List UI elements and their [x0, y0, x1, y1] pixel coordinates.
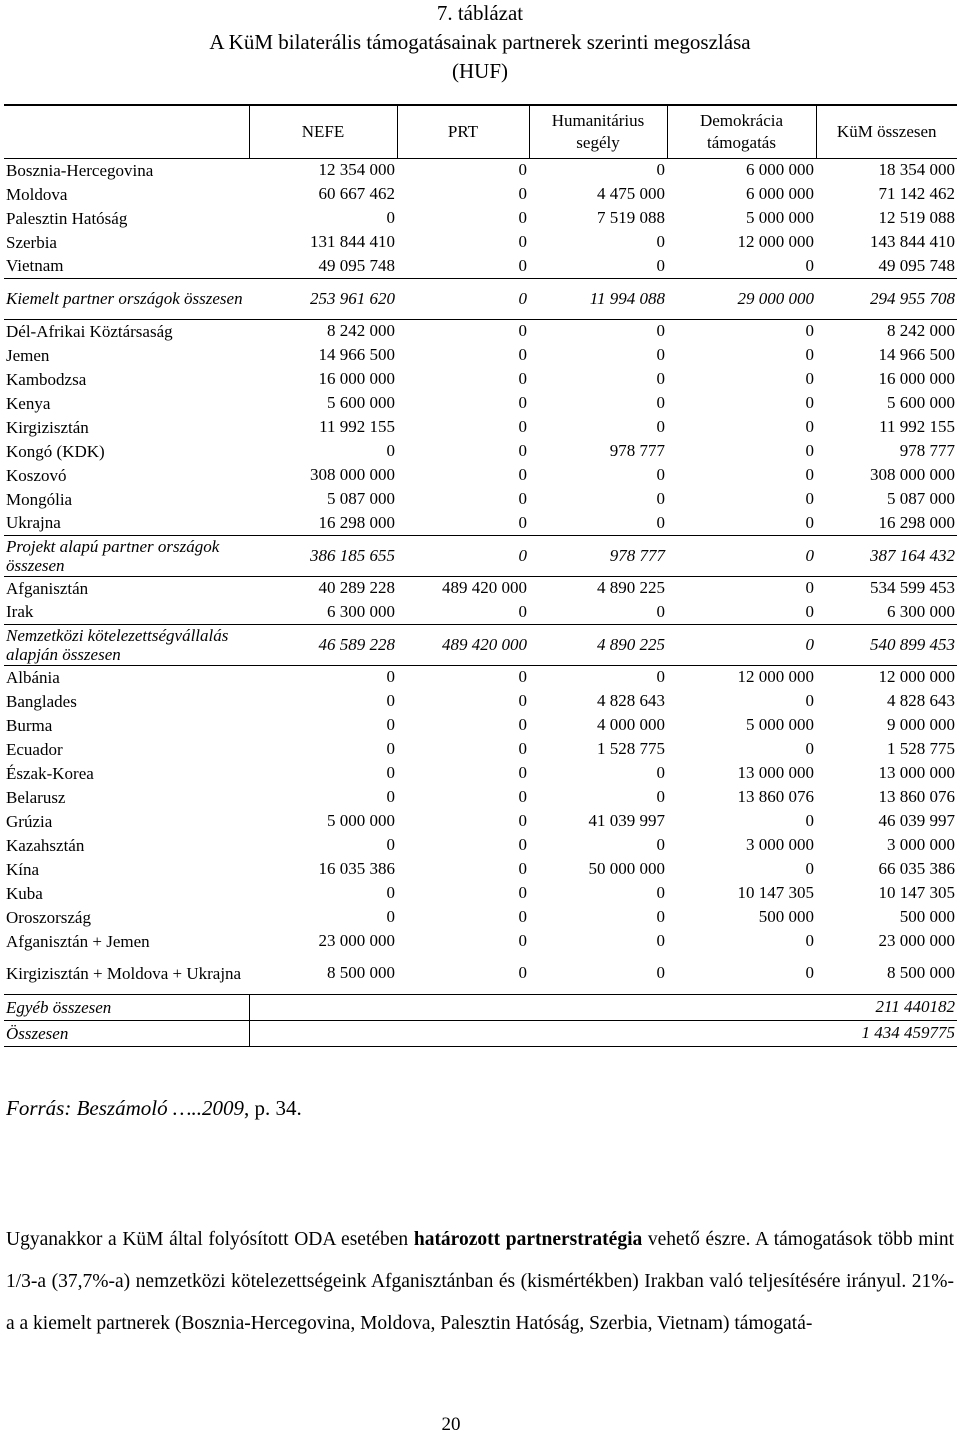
cell-value: 1 434 459775: [249, 1020, 957, 1046]
table-row: [4, 158, 957, 182]
subtotal-row: [4, 624, 957, 665]
cell-value: 0: [386, 763, 395, 782]
header-nefe: NEFE: [249, 105, 397, 158]
cell-value: 0: [518, 255, 527, 275]
cell-value: 0: [518, 715, 527, 734]
cell-value: 211 440182: [249, 994, 957, 1020]
support-table: [4, 104, 957, 1047]
cell-value: 131 844 410: [310, 232, 395, 251]
cell-value: 8 242 000: [887, 321, 955, 341]
header-row: [4, 105, 957, 158]
cell-value: 540 899 453: [870, 634, 955, 654]
cell-value: 50 000 000: [588, 859, 665, 878]
cell-value: 40 289 228: [318, 578, 395, 598]
cell-value: 12 000 000: [737, 667, 814, 687]
row-label: Bosznia-Hercegovina: [6, 160, 154, 180]
cell-value: 0: [805, 601, 814, 621]
cell-value: 4 890 225: [597, 634, 665, 654]
cell-value: 5 087 000: [887, 489, 955, 508]
header-empty: [4, 105, 249, 158]
cell-value: 0: [518, 441, 527, 460]
cell-value: 5 000 000: [746, 715, 814, 734]
table-row: [4, 785, 957, 809]
row-label: Afganisztán + Jemen: [6, 931, 150, 951]
cell-value: 12 000 000: [737, 232, 814, 251]
row-label: Kiemelt partner országok összesen: [6, 289, 243, 308]
row-label: Belarusz: [6, 787, 66, 807]
table-row: [4, 319, 957, 343]
cell-value: 71 142 462: [878, 184, 955, 203]
cell-value: 12 000 000: [878, 667, 955, 687]
cell-value: 0: [518, 883, 527, 902]
cell-value: 46 039 997: [878, 811, 955, 830]
cell-value: 0: [386, 667, 395, 687]
cell-value: 0: [656, 763, 665, 782]
row-label: Banglades: [6, 691, 77, 711]
cell-value: 500 000: [758, 907, 814, 926]
cell-value: 534 599 453: [870, 578, 955, 598]
table-row: [4, 576, 957, 600]
row-label: Vietnam: [6, 256, 64, 276]
cell-value: 5 600 000: [327, 393, 395, 412]
cell-value: 0: [518, 691, 527, 710]
cell-value: 0: [518, 545, 527, 565]
cell-value: 16 298 000: [878, 512, 955, 532]
page-number: 20: [441, 1414, 461, 1435]
table-row: [4, 737, 957, 761]
table-row: [4, 367, 957, 391]
cell-value: 13 860 076: [737, 787, 814, 806]
cell-value: 0: [518, 369, 527, 388]
row-label: Projekt alapú partner országok összesen: [6, 536, 220, 575]
cell-value: 5 087 000: [327, 489, 395, 508]
cell-value: 13 860 076: [878, 787, 955, 806]
row-label: Kambodzsa: [6, 369, 87, 389]
cell-value: 5 600 000: [887, 393, 955, 412]
cell-value: 3 000 000: [887, 835, 955, 854]
cell-value: 0: [656, 345, 665, 364]
table-row: [4, 600, 957, 624]
table-row: [4, 206, 957, 230]
cell-value: 13 000 000: [878, 763, 955, 782]
cell-value: 0: [518, 763, 527, 782]
row-label: Kína: [6, 859, 40, 879]
cell-value: 0: [656, 931, 665, 950]
cell-value: 0: [656, 255, 665, 275]
paragraph-rest: vehető észre. A támogatások több mint 1/3-a (37,7%-a) nemzetközi kötelezettségeink Afganisztánban és (kismértékben) Irakban való teljesítésére irányul. 21%-a a kiemelt partnerek (Bosznia-Hercegovina, Moldova, Palesztin Hatóság, Szerbia, Vietnam) támogatá-: [6, 1229, 954, 1334]
table-row: [4, 665, 957, 689]
cell-value: 6 000 000: [746, 160, 814, 180]
row-label: Koszovó: [6, 465, 67, 485]
cell-value: 0: [386, 907, 395, 926]
row-label: Kenya: [6, 393, 51, 413]
cell-value: 11 992 155: [319, 417, 395, 436]
cell-value: 0: [518, 465, 527, 484]
row-label: Mongólia: [6, 489, 73, 509]
cell-value: 0: [805, 931, 814, 950]
cell-value: 143 844 410: [870, 232, 955, 251]
row-label: Irak: [6, 602, 34, 622]
cell-value: 14 966 500: [318, 345, 395, 364]
row-label: Ukrajna: [6, 513, 61, 533]
grand-total-row: [4, 1020, 957, 1046]
row-label: Burma: [6, 715, 53, 735]
cell-value: 0: [386, 441, 395, 460]
table-row: [4, 881, 957, 905]
cell-value: 0: [518, 739, 527, 758]
row-label: Kuba: [6, 883, 43, 903]
cell-value: 0: [805, 578, 814, 598]
table-row: [4, 182, 957, 206]
cell-value: 6 000 000: [746, 184, 814, 203]
cell-value: 0: [805, 441, 814, 460]
row-label: Jemen: [6, 345, 50, 365]
table-row: [4, 230, 957, 254]
row-label: Kongó (KDK): [6, 441, 105, 461]
cell-value: 12 354 000: [318, 160, 395, 180]
cell-value: 0: [656, 907, 665, 926]
table-row: [4, 391, 957, 415]
cell-value: 0: [805, 739, 814, 758]
source-label: Forrás: Beszámoló …..2009: [6, 1096, 245, 1120]
cell-value: 0: [656, 160, 665, 180]
cell-value: 0: [805, 417, 814, 436]
cell-value: 500 000: [899, 907, 955, 926]
table-row: [4, 689, 957, 713]
cell-value: 9 000 000: [887, 715, 955, 734]
cell-value: 0: [805, 465, 814, 484]
table-row: [4, 833, 957, 857]
table-row: [4, 905, 957, 929]
cell-value: 23 000 000: [878, 931, 955, 950]
cell-value: 3 000 000: [746, 835, 814, 854]
cell-value: 0: [518, 489, 527, 508]
row-label: Grúzia: [6, 811, 53, 831]
table-row: [4, 415, 957, 439]
cell-value: 11 992 155: [879, 417, 955, 436]
row-label: Moldova: [6, 184, 68, 204]
cell-value: 0: [518, 512, 527, 532]
table-row: [4, 953, 957, 994]
cell-value: 294 955 708: [870, 288, 955, 308]
row-label: Nemzetközi kötelezettségvállalás alapján összesen: [6, 625, 229, 664]
table-number: 7. táblázat: [436, 1, 524, 25]
cell-value: 0: [805, 512, 814, 532]
cell-value: 7 519 088: [597, 208, 665, 227]
cell-value: 0: [518, 160, 527, 180]
cell-value: 4 828 643: [597, 691, 665, 710]
cell-value: 0: [518, 232, 527, 251]
cell-value: 16 000 000: [318, 369, 395, 388]
cell-value: 5 000 000: [327, 811, 395, 830]
other-total-row: [4, 994, 957, 1020]
table-row: [4, 809, 957, 833]
cell-value: 489 420 000: [442, 634, 527, 654]
cell-value: 1 528 775: [597, 739, 665, 758]
row-label: Dél-Afrikai Köztársaság: [6, 321, 173, 341]
header-democracy: Demokrácia támogatás: [667, 105, 816, 158]
row-label: Észak-Korea: [6, 763, 94, 783]
cell-value: 0: [805, 369, 814, 388]
table-row: [4, 857, 957, 881]
cell-value: 0: [518, 208, 527, 227]
row-label: Palesztin Hatóság: [6, 208, 128, 228]
cell-value: 6 300 000: [887, 601, 955, 621]
cell-value: 0: [518, 601, 527, 621]
cell-value: 18 354 000: [878, 160, 955, 180]
table-row: [4, 487, 957, 511]
cell-value: 41 039 997: [588, 811, 665, 830]
row-label: Összesen: [4, 1020, 249, 1046]
row-label: Albánia: [6, 667, 60, 687]
cell-value: 0: [805, 691, 814, 710]
cell-value: 308 000 000: [310, 465, 395, 484]
cell-value: 8 242 000: [327, 321, 395, 341]
cell-value: 0: [386, 208, 395, 227]
row-label: Afganisztán: [6, 578, 89, 598]
cell-value: 0: [805, 545, 814, 565]
cell-value: 0: [656, 963, 665, 983]
cell-value: 1 528 775: [887, 739, 955, 758]
cell-value: 29 000 000: [737, 288, 814, 308]
header-prt: PRT: [397, 105, 529, 158]
table-row: [4, 439, 957, 463]
cell-value: 0: [656, 232, 665, 251]
row-label: Kazahsztán: [6, 835, 85, 855]
cell-value: 0: [805, 811, 814, 830]
cell-value: 308 000 000: [870, 465, 955, 484]
cell-value: 12 519 088: [878, 208, 955, 227]
cell-value: 0: [656, 417, 665, 436]
cell-value: 0: [518, 184, 527, 203]
cell-value: 0: [656, 369, 665, 388]
cell-value: 0: [518, 931, 527, 950]
cell-value: 8 500 000: [327, 963, 395, 983]
cell-value: 978 777: [609, 545, 665, 565]
row-label: Oroszország: [6, 907, 91, 927]
cell-value: 4 890 225: [597, 578, 665, 598]
cell-value: 10 147 305: [737, 883, 814, 902]
table-row: [4, 713, 957, 737]
cell-value: 0: [805, 489, 814, 508]
cell-value: 16 000 000: [878, 369, 955, 388]
cell-value: 60 667 462: [318, 184, 395, 203]
cell-value: 16 035 386: [318, 859, 395, 878]
cell-value: 0: [386, 715, 395, 734]
cell-value: 4 475 000: [597, 184, 665, 203]
cell-value: 0: [805, 393, 814, 412]
cell-value: 0: [656, 787, 665, 806]
row-label: Ecuador: [6, 739, 63, 759]
cell-value: 49 095 748: [878, 255, 955, 275]
cell-value: 0: [518, 787, 527, 806]
table-row: [4, 463, 957, 487]
cell-value: 0: [518, 288, 527, 308]
cell-value: 978 777: [609, 441, 665, 460]
header-total: KüM összesen: [816, 105, 957, 158]
cell-value: 0: [386, 883, 395, 902]
cell-value: 0: [518, 963, 527, 983]
cell-value: 0: [386, 835, 395, 854]
row-label: Kirgizisztán: [6, 417, 89, 437]
cell-value: 253 961 620: [310, 288, 395, 308]
cell-value: 5 000 000: [746, 208, 814, 227]
cell-value: 0: [518, 321, 527, 341]
cell-value: 13 000 000: [737, 763, 814, 782]
cell-value: 4 000 000: [597, 715, 665, 734]
cell-value: 46 589 228: [318, 634, 395, 654]
cell-value: 49 095 748: [318, 255, 395, 275]
subtotal-row: [4, 278, 957, 319]
cell-value: 0: [805, 634, 814, 654]
cell-value: 0: [656, 601, 665, 621]
cell-value: 0: [518, 859, 527, 878]
cell-value: 0: [518, 907, 527, 926]
row-label: Szerbia: [6, 232, 57, 252]
subtotal-row: [4, 535, 957, 576]
cell-value: 66 035 386: [878, 859, 955, 878]
cell-value: 0: [518, 417, 527, 436]
header-humanitarian: Humanitárius segély: [529, 105, 667, 158]
cell-value: 4 828 643: [887, 691, 955, 710]
table-title: A KüM bilaterális támogatásainak partnerek szerinti megoszlása: [209, 30, 751, 54]
cell-value: 0: [656, 883, 665, 902]
cell-value: 0: [518, 835, 527, 854]
cell-value: 386 185 655: [310, 545, 395, 565]
cell-value: 10 147 305: [878, 883, 955, 902]
cell-value: 0: [656, 321, 665, 341]
cell-value: 0: [518, 345, 527, 364]
source-note: [6, 1096, 302, 1121]
table-row: [4, 929, 957, 953]
cell-value: 0: [805, 255, 814, 275]
cell-value: 0: [656, 489, 665, 508]
cell-value: 0: [805, 345, 814, 364]
cell-value: 6 300 000: [327, 601, 395, 621]
cell-value: 0: [656, 393, 665, 412]
cell-value: 0: [656, 512, 665, 532]
cell-value: 0: [518, 811, 527, 830]
table-row: [4, 343, 957, 367]
cell-value: 387 164 432: [870, 545, 955, 565]
cell-value: 23 000 000: [318, 931, 395, 950]
table-row: [4, 254, 957, 278]
cell-value: 11 994 088: [589, 288, 665, 308]
cell-value: 16 298 000: [318, 512, 395, 532]
cell-value: 0: [805, 963, 814, 983]
cell-value: 0: [386, 691, 395, 710]
source-suffix: , p. 34.: [244, 1096, 302, 1120]
cell-value: 0: [518, 667, 527, 687]
paragraph-start: Ugyanakkor a KüM által folyósított ODA esetében: [6, 1229, 414, 1250]
cell-value: 0: [518, 393, 527, 412]
table-row: [4, 511, 957, 535]
paragraph-bold: határozott partnerstratégia: [413, 1229, 643, 1250]
cell-value: 0: [805, 321, 814, 341]
cell-value: 0: [656, 667, 665, 687]
cell-value: 0: [386, 787, 395, 806]
row-label: Kirgizisztán + Moldova + Ukrajna: [6, 963, 242, 983]
cell-value: 978 777: [899, 441, 955, 460]
cell-value: 8 500 000: [887, 963, 955, 983]
table-unit: (HUF): [452, 59, 508, 83]
cell-value: 14 966 500: [878, 345, 955, 364]
cell-value: 0: [656, 835, 665, 854]
cell-value: 0: [386, 739, 395, 758]
row-label: Egyéb összesen: [4, 994, 249, 1020]
body-paragraph: [6, 1219, 954, 1345]
cell-value: 0: [656, 465, 665, 484]
cell-value: 489 420 000: [442, 578, 527, 598]
table-row: [4, 761, 957, 785]
cell-value: 0: [805, 859, 814, 878]
